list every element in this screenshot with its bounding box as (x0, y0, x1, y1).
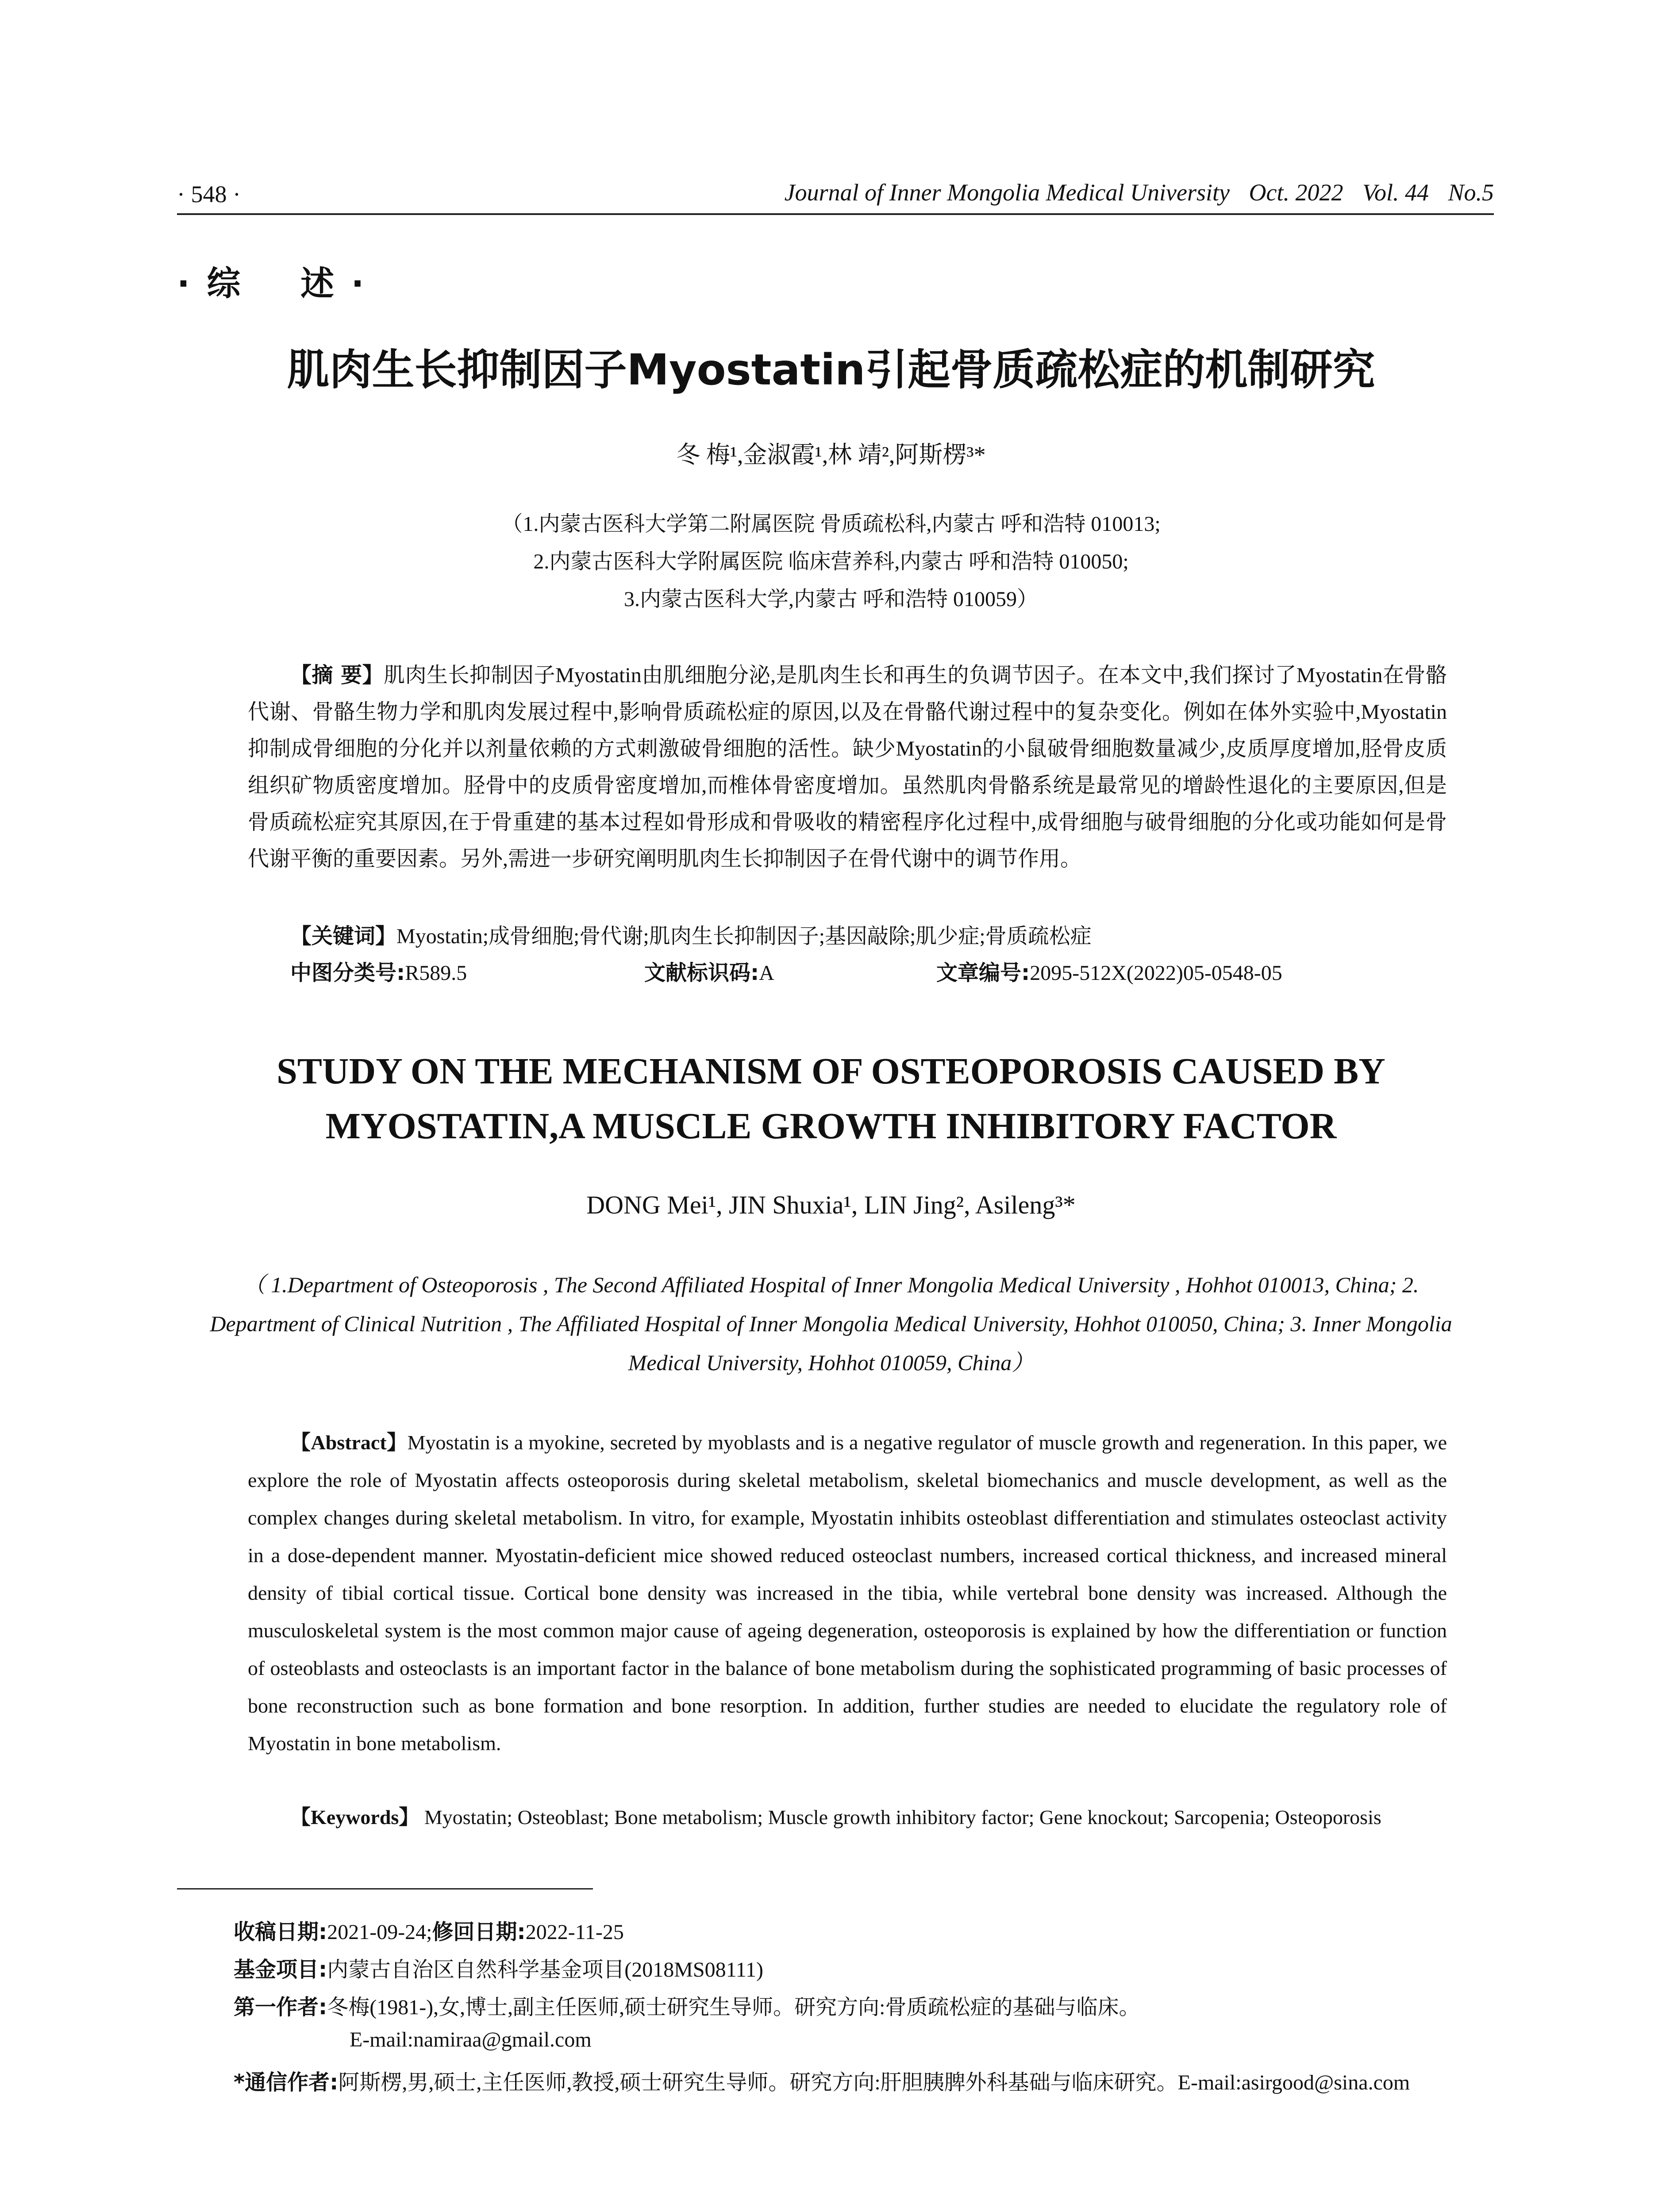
chinese-authors: 冬 梅¹,金淑霞¹,林 靖²,阿斯楞³* (676, 442, 986, 468)
chinese-abstract-label: 【摘 要】 (290, 663, 384, 687)
english-title (0, 1044, 1662, 1154)
chinese-title: 肌肉生长抑制因子Myostatin引起骨质疏松症的机制研究 (287, 345, 1375, 395)
fund-value: 内蒙古自治区自然科学基金项目(2018MS08111) (327, 1958, 763, 1982)
footnote-dates (234, 1915, 624, 1945)
chinese-keywords-label: 【关键词】 (290, 924, 397, 949)
received-value: 2021-09-24; (327, 1920, 432, 1944)
first-author-label: 第一作者: (234, 1995, 327, 2020)
footnote-first-author (234, 1990, 1140, 2020)
chinese-affiliation-3: 3.内蒙古医科大学,内蒙古 呼和浩特 010059） (623, 588, 1038, 611)
footnote-fund (234, 1952, 763, 1983)
english-abstract-label: 【Abstract】 (290, 1431, 408, 1454)
english-keywords-text: Myostatin; Osteoblast; Bone metabolism; Muscle growth inhibitory factor; Gene knockout; Sarcopenia; Osteoporosis (424, 1806, 1381, 1828)
chinese-keywords (248, 918, 1447, 955)
first-author-email: E-mail:namiraa@gmail.com (350, 2028, 592, 2051)
corresponding-label: *通信作者: (234, 2070, 339, 2095)
section-label: · 综 述 · (177, 264, 367, 303)
corresponding-value: 阿斯楞,男,硕士,主任医师,教授,硕士研究生导师。研究方向:肝胆胰脾外科基础与临床研究。E-mail:asirgood@sina.com (338, 2071, 1410, 2094)
received-label: 收稿日期: (234, 1920, 327, 1944)
english-abstract-text: Myostatin is a myokine, secreted by myoblasts and is a negative regulator of muscle growth and regeneration. In this paper, we explore the role of Myostatin affects osteoporosis during skeletal metabolism, skeletal biomechanics and muscle development, as well as the complex changes during skeletal metabolism. In vitro, for example, Myostatin inhibits osteoblast differentiation and stimulates osteoclast activity in a dose-dependent manner. Myostatin-deficient mice showed reduced osteoclast numbers, increased cortical thickness, and increased mineral density of tibial cortical tissue. Cortical bone density was increased in the tibia, while vertebral bone density was increased. Although the musculoskeletal system is the most common major cause of ageing degeneration, osteoporosis is explained by how the differentiation or function of osteoblasts and osteoclasts is an important factor in the balance of bone metabolism during the sophisticated programming of basic processes of bone reconstruction such as bone formation and bone resorption. In addition, further studies are needed to elucidate the regulatory role of Myostatin in bone metabolism. (248, 1431, 1447, 1755)
revised-label: 修回日期: (432, 1920, 526, 1944)
doc-code-label: 文献标识码: (644, 960, 759, 985)
english-affiliations: （ 1.Department of Osteoporosis , The Second Affiliated Hospital of Inner Mongolia Medical University , Hohhot 010013, China; 2. Department of Clinical Nutrition , The Affiliated Hospital of Inner Mongolia Medical University, Hohhot 010050, China; 3. Inner Mongolia Medical University, Hohhot 010059, China） (210, 1272, 1452, 1375)
page-number: · 548 · (177, 181, 241, 207)
english-keywords-label: 【Keywords】 (290, 1806, 419, 1828)
clc-value: R589.5 (405, 961, 467, 985)
article-no-value: 2095-512X(2022)05-0548-05 (1030, 961, 1282, 985)
volume: Vol. 44 (1362, 179, 1429, 206)
issue-date: Oct. 2022 (1249, 179, 1343, 206)
first-author-value: 冬梅(1981-),女,博士,副主任医师,硕士研究生导师。研究方向:骨质疏松症的基础与临床。 (327, 1996, 1140, 2019)
chinese-abstract (248, 657, 1447, 877)
header-rule (177, 213, 1494, 215)
doc-code-value: A (759, 961, 774, 985)
article-no-label: 文章编号: (936, 960, 1030, 985)
chinese-keywords-text: Myostatin;成骨细胞;骨代谢;肌肉生长抑制因子;基因敲除;肌少症;骨质疏松症 (396, 925, 1092, 948)
english-title-line-1: STUDY ON THE MECHANISM OF OSTEOPOROSIS CAUSED BY (277, 1051, 1385, 1092)
english-keywords (248, 1798, 1447, 1836)
chinese-affiliation-1: （1.内蒙古医科大学第二附属医院 骨质疏松科,内蒙古 呼和浩特 010013; (501, 512, 1161, 536)
running-header (771, 179, 1494, 206)
fund-label: 基金项目: (234, 1957, 327, 1982)
classification-line (290, 956, 1282, 986)
footnote-corresponding-author (234, 2065, 1410, 2096)
issue-number: No.5 (1448, 179, 1494, 206)
revised-value: 2022-11-25 (525, 1920, 624, 1944)
english-title-line-2: MYOSTATIN,A MUSCLE GROWTH INHIBITORY FACTOR (325, 1106, 1337, 1147)
clc-label: 中图分类号: (290, 960, 405, 985)
chinese-affiliation-2: 2.内蒙古医科大学附属医院 临床营养科,内蒙古 呼和浩特 010050; (533, 550, 1129, 573)
journal-name: Journal of Inner Mongolia Medical University (784, 179, 1230, 206)
english-authors: DONG Mei¹, JIN Shuxia¹, LIN Jing², Asileng³* (586, 1190, 1076, 1219)
english-abstract (248, 1424, 1447, 1762)
chinese-abstract-text: 肌肉生长抑制因子Myostatin由肌细胞分泌,是肌肉生长和再生的负调节因子。在本文中,我们探讨了Myostatin在骨骼代谢、骨骼生物力学和肌肉发展过程中,影响骨质疏松症的原因,以及在骨骼代谢过程中的复杂变化。例如在体外实验中,Myostatin抑制成骨细胞的分化并以剂量依赖的方式刺激破骨细胞的活性。缺少Myostatin的小鼠破骨细胞数量减少,皮质厚度增加,胫骨皮质组织矿物质密度增加。胫骨中的皮质骨密度增加,而椎体骨密度增加。虽然肌肉骨骼系统是最常见的增龄性退化的主要原因,但是骨质疏松症究其原因,在于骨重建的基本过程如骨形成和骨吸收的精密程序化过程中,成骨细胞与破骨细胞的分化或功能如何是骨代谢平衡的重要因素。另外,需进一步研究阐明肌肉生长抑制因子在骨代谢中的调节作用。 (248, 664, 1447, 871)
footnote-rule (177, 1888, 593, 1889)
